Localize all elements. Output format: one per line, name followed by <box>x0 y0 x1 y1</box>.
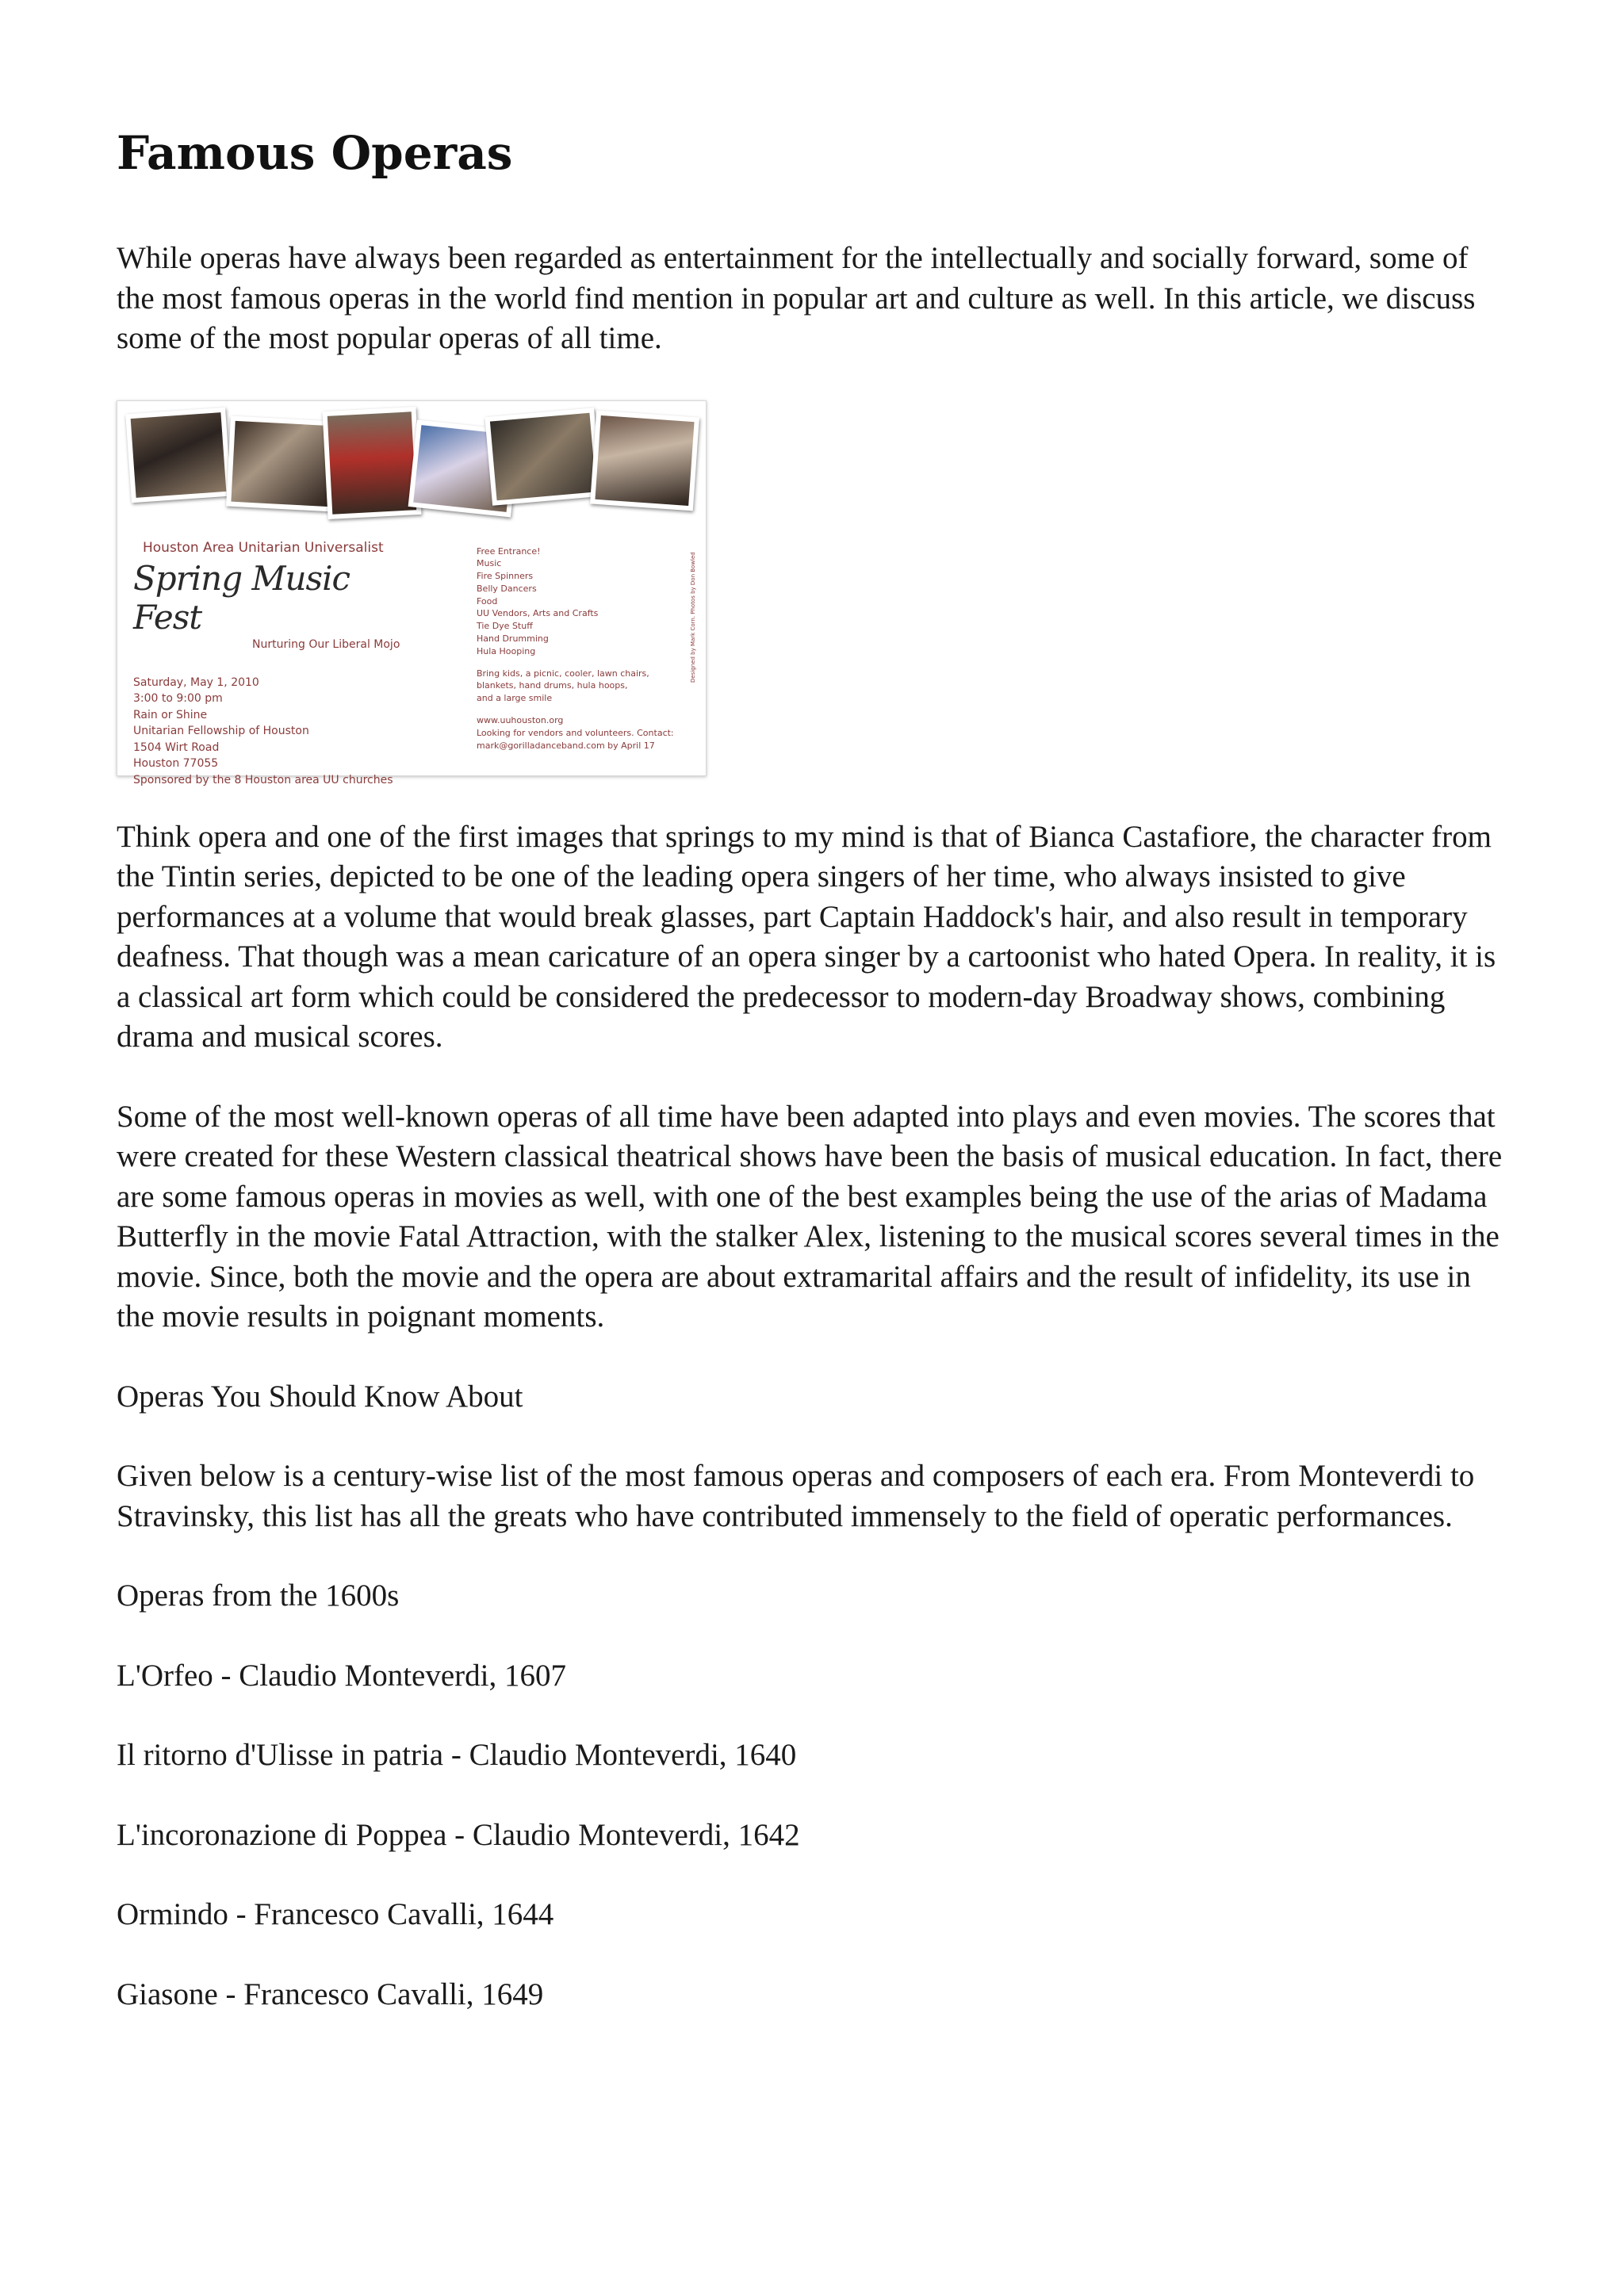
body-paragraph: Think opera and one of the first images that springs to my mind is that of Bianca Castafiore, the character from the Tintin series, depicted to be one of the leading opera singers of her time, who always insisted to give performances at a volume that would break glasses, part Captain Haddock's hair, and also result in temporary deafness. That though was a mean caricature of an opera singer by a cartoonist who hated Opera. In reality, it is a classical art form which could be considered the predecessor to modern-day Broadway shows, combining drama and musical scores. <box>117 819 1496 1054</box>
flyer-bring-line: Bring kids, a picnic, cooler, lawn chairs, <box>477 668 649 679</box>
flyer-photo-3 <box>323 407 422 519</box>
flyer-credit: Designed by Mark Corn. Photos by Don Bowled <box>690 551 696 683</box>
flyer-features <box>477 545 683 752</box>
flyer-feature: Hand Drumming <box>477 633 549 645</box>
flyer-detail-line: Sponsored by the 8 Houston area UU churches <box>133 773 393 786</box>
flyer-feature: Fire Spinners <box>477 571 534 582</box>
flyer-detail-line: Rain or Shine <box>133 708 208 721</box>
opera-list-item: Ormindo - Francesco Cavalli, 1644 <box>117 1897 554 1931</box>
body-paragraph: Some of the most well-known operas of all time have been adapted into plays and even movies. The scores that were created for these Western classical theatrical shows have been the basis of musical education. In fact, there are some famous operas in movies as well, with one of the best examples being the use of the arias of Madama Butterfly in the movie Fatal Attraction, with the stalker Alex, listening to the musical scores several times in the movie. Since, both the movie and the opera are about extramarital affairs and the result of infidelity, its use in the movie results in poignant moments. <box>117 1099 1503 1334</box>
flyer-bring-line: blankets, hand drums, hula hoops, <box>477 680 628 691</box>
flyer-feature: Free Entrance! <box>477 545 541 557</box>
flyer-feature: Hula Hooping <box>477 645 536 656</box>
flyer-contact-line: www.uuhouston.org <box>477 715 564 726</box>
body-paragraph: Given below is a century-wise list of the most famous operas and composers of each era. From Monteverdi to Stravinsky, this list has all the greats who have contributed immensely to the field of operatic performances. <box>117 1459 1475 1533</box>
flyer-feature: Belly Dancers <box>477 583 537 594</box>
flyer-detail-line: Saturday, May 1, 2010 <box>133 675 259 689</box>
flyer-photo-5 <box>485 408 601 506</box>
flyer-feature: Music <box>477 558 502 569</box>
article <box>117 119 1512 2015</box>
flyer-tagline: Nurturing Our Liberal Mojo <box>252 637 400 651</box>
flyer-feature: Food <box>477 595 498 607</box>
section-heading: Operas from the 1600s <box>117 1578 400 1613</box>
flyer-feature: Tie Dye Stuff <box>477 621 533 632</box>
flyer-detail-line: Unitarian Fellowship of Houston <box>133 725 309 737</box>
page-title: Famous Operas <box>117 126 513 180</box>
flyer-contact-line: mark@gorilladanceband.com by April 17 <box>477 740 655 751</box>
flyer-details <box>133 675 419 789</box>
opera-list-item: L'Orfeo - Claudio Monteverdi, 1607 <box>117 1658 566 1693</box>
flyer-org: Houston Area Unitarian Universalist <box>143 539 384 556</box>
opera-list-item: Giasone - Francesco Cavalli, 1649 <box>117 1976 544 2011</box>
flyer-bring-line: and a large smile <box>477 693 553 704</box>
event-flyer-image <box>117 400 707 786</box>
flyer-event-name: Spring Music Fest <box>133 558 350 637</box>
flyer-photo-1 <box>125 407 232 503</box>
flyer-photo-6 <box>590 410 699 511</box>
flyer-photo-2 <box>226 415 339 511</box>
opera-list-item: Il ritorno d'Ulisse in patria - Claudio Monteverdi, 1640 <box>117 1738 797 1772</box>
flyer-detail-line: Houston 77055 <box>133 757 219 770</box>
flyer-event-info <box>133 540 419 789</box>
flyer-detail-line: 3:00 to 9:00 pm <box>133 692 223 705</box>
flyer-detail-line: 1504 Wirt Road <box>133 740 220 754</box>
flyer-contact-line: Looking for vendors and volunteers. Contact: <box>477 727 674 738</box>
intro-paragraph: While operas have always been regarded as entertainment for the intellectually and socially forward, some of the most famous operas in the world find mention in popular art and culture as well. In this article, we discuss some of the most popular operas of all time. <box>117 241 1476 355</box>
opera-list-item: L'incoronazione di Poppea - Claudio Monteverdi, 1642 <box>117 1817 800 1852</box>
section-heading: Operas You Should Know About <box>117 1379 523 1414</box>
flyer-feature: UU Vendors, Arts and Crafts <box>477 608 599 619</box>
